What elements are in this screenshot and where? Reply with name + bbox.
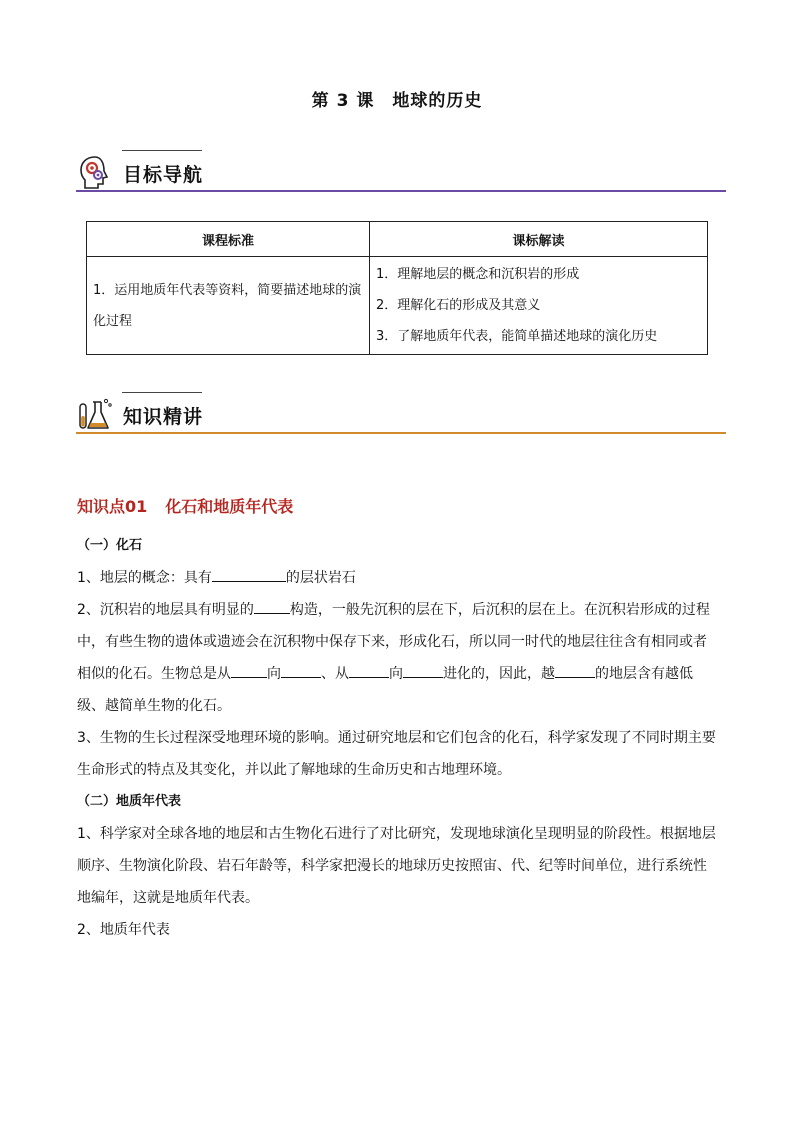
standard-cell: 1．运用地质年代表等资料，简要描述地球的演化过程 xyxy=(87,257,370,355)
lab-flask-icon xyxy=(76,396,114,434)
interpretation-item: 3．了解地质年代表，能简单描述地球的演化历史 xyxy=(376,329,658,344)
text-run: 构造，一般先沉积的层在下，后沉积的层在上。在沉积岩形成的过程中，有些生物的遗体或遗迹会在沉积物中保存下来，形成化石，所以同一时代的地层往往含有相同或者相似的化石。生物总是从 xyxy=(77,602,710,682)
paragraph-environment: 3、生物的生长过程深受地理环境的影响。通过研究地层和它们包含的化石，科学家发现了不同时期主要生命形式的特点及其变化，并以此了解地球的生命历史和古地理环境。 xyxy=(77,730,716,778)
knowledge-point-label: 知识点01 xyxy=(77,497,148,516)
header-top-rule xyxy=(122,392,202,393)
knowledge-point-name: 化石和地质年代表 xyxy=(165,497,294,516)
text-run: 的层状岩石 xyxy=(285,570,356,586)
interpretation-cell xyxy=(370,257,708,355)
section-title-goal: 目标导航 xyxy=(123,164,204,186)
text-run: 2、沉积岩的地层具有明显的 xyxy=(77,602,254,618)
curriculum-table xyxy=(86,221,708,355)
header-divider-orange xyxy=(76,432,726,434)
header-divider-purple xyxy=(76,190,726,192)
subheading-geologic-timescale: （二）地质年代表 xyxy=(77,794,182,809)
section-header-goal xyxy=(76,150,726,196)
table-header-standard: 课程标准 xyxy=(87,222,370,257)
text-run: 向 xyxy=(389,666,403,682)
text-run: 向 xyxy=(267,666,281,682)
fill-blank[interactable] xyxy=(254,595,290,614)
section-title-knowledge: 知识精讲 xyxy=(123,406,204,428)
head-gears-icon xyxy=(76,154,114,192)
fill-blank[interactable] xyxy=(555,659,595,678)
table-header-interpretation: 课标解读 xyxy=(370,222,708,257)
section-header-knowledge xyxy=(76,392,726,438)
interpretation-item: 2．理解化石的形成及其意义 xyxy=(376,298,541,313)
text-run: 进化的，因此，越 xyxy=(443,666,555,682)
fill-blank[interactable] xyxy=(403,659,443,678)
paragraph-timescale-table: 2、地质年代表 xyxy=(77,922,170,938)
lesson-content xyxy=(77,530,717,946)
header-top-rule xyxy=(122,150,202,151)
paragraph-strata-concept xyxy=(77,562,717,594)
paragraph-sedimentary xyxy=(77,594,717,722)
knowledge-point-title xyxy=(77,494,293,517)
fill-blank[interactable] xyxy=(212,563,286,582)
text-run: 1、地层的概念：具有 xyxy=(77,570,212,586)
text-run: 、从 xyxy=(321,666,349,682)
paragraph-timescale: 1、科学家对全球各地的地层和古生物化石进行了对比研究，发现地球演化呈现明显的阶段性。根据地层顺序、生物演化阶段、岩石年龄等，科学家把漫长的地球历史按照宙、代、纪等时间单位，进行系统性地编年，这就是地质年代表。 xyxy=(77,826,716,906)
fill-blank[interactable] xyxy=(349,659,389,678)
page-title: 第 3 课 地球的历史 xyxy=(311,91,483,111)
subheading-fossil: （一）化石 xyxy=(77,538,143,553)
fill-blank[interactable] xyxy=(281,659,321,678)
text-run: 的地层含有越低级、越简单生物的化石。 xyxy=(77,666,693,714)
fill-blank[interactable] xyxy=(231,659,267,678)
interpretation-item: 1．理解地层的概念和沉积岩的形成 xyxy=(376,267,580,282)
